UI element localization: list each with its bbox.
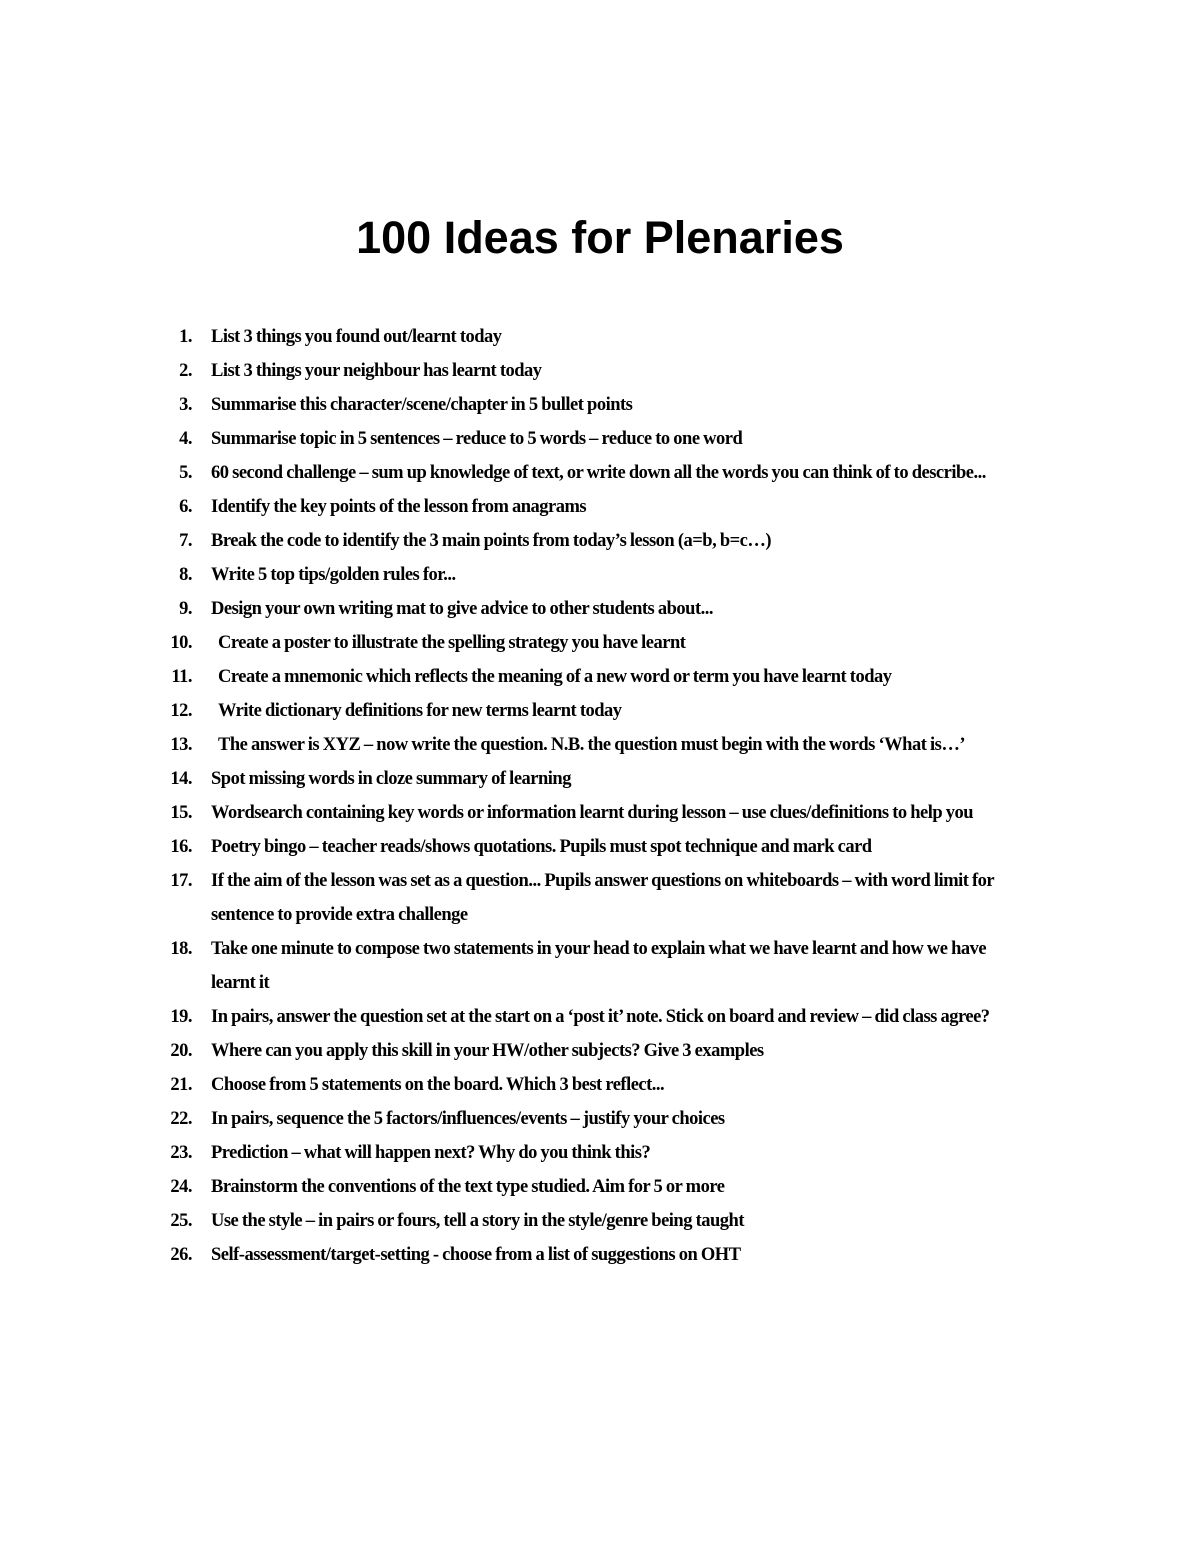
list-item — [0, 558, 1200, 592]
list-item — [0, 1068, 1200, 1102]
list-item — [0, 1136, 1200, 1170]
item-number: 1. — [179, 327, 192, 347]
item-text: Brainstorm the conventions of the text type studied. Aim for 5 or more — [211, 1177, 725, 1197]
item-text: Prediction – what will happen next? Why do you think this? — [211, 1143, 651, 1163]
item-text: Summarise topic in 5 sentences – reduce to 5 words – reduce to one word — [211, 429, 743, 449]
item-number: 24. — [170, 1177, 192, 1197]
item-text: In pairs, answer the question set at the start on a ‘post it’ note. Stick on board and review – did class agree? — [211, 1007, 990, 1027]
list-item — [0, 796, 1200, 830]
item-text: In pairs, sequence the 5 factors/influences/events – justify your choices — [211, 1109, 725, 1129]
list-item — [0, 422, 1200, 456]
item-text: The answer is XYZ – now write the question. N.B. the question must begin with the words ‘What is…’ — [218, 735, 965, 755]
item-text: If the aim of the lesson was set as a question... Pupils answer questions on whiteboards – with word limit for sentence to provide extra challenge — [211, 871, 994, 925]
list-item — [0, 1034, 1200, 1068]
item-text: Write dictionary definitions for new terms learnt today — [218, 701, 622, 721]
list-item — [0, 1000, 1200, 1034]
list-item — [0, 1170, 1200, 1204]
item-text: Create a mnemonic which reflects the meaning of a new word or term you have learnt today — [218, 667, 892, 687]
item-number: 7. — [179, 531, 192, 551]
item-number: 26. — [170, 1245, 192, 1265]
item-number: 6. — [179, 497, 192, 517]
item-text: Spot missing words in cloze summary of learning — [211, 769, 571, 789]
item-number: 5. — [179, 463, 192, 483]
item-number: 3. — [179, 395, 192, 415]
item-text: Summarise this character/scene/chapter in 5 bullet points — [211, 395, 633, 415]
item-text: Write 5 top tips/golden rules for... — [211, 565, 456, 585]
item-number: 11. — [171, 667, 192, 687]
item-text: Break the code to identify the 3 main points from today’s lesson (a=b, b=c…) — [211, 531, 772, 551]
list-item — [0, 320, 1200, 354]
list-item — [0, 524, 1200, 558]
list-item — [0, 864, 1200, 932]
item-number: 17. — [170, 871, 192, 891]
item-text: Take one minute to compose two statements in your head to explain what we have learnt and how we have learnt it — [211, 939, 987, 993]
item-number: 15. — [170, 803, 192, 823]
item-text: Use the style – in pairs or fours, tell a story in the style/genre being taught — [211, 1211, 744, 1231]
item-text: 60 second challenge – sum up knowledge of text, or write down all the words you can think of to describe... — [211, 463, 986, 483]
item-number: 9. — [179, 599, 192, 619]
list-item — [0, 660, 1200, 694]
list-item — [0, 728, 1200, 762]
list-item — [0, 626, 1200, 660]
list-item — [0, 1238, 1200, 1272]
item-number: 10. — [170, 633, 192, 653]
page-title: 100 Ideas for Plenaries — [356, 212, 844, 263]
item-text: List 3 things your neighbour has learnt today — [211, 361, 542, 381]
item-number: 21. — [170, 1075, 192, 1095]
list-item — [0, 694, 1200, 728]
item-text: Wordsearch containing key words or information learnt during lesson – use clues/definitions to help you — [211, 803, 974, 823]
item-number: 12. — [170, 701, 192, 721]
item-number: 14. — [170, 769, 192, 789]
list-item — [0, 1102, 1200, 1136]
item-number: 19. — [170, 1007, 192, 1027]
item-number: 8. — [179, 565, 192, 585]
item-text: Identify the key points of the lesson from anagrams — [211, 497, 587, 517]
item-text: Choose from 5 statements on the board. Which 3 best reflect... — [211, 1075, 665, 1095]
list-item — [0, 1204, 1200, 1238]
item-number: 23. — [170, 1143, 192, 1163]
list-item — [0, 592, 1200, 626]
ideas-list — [0, 320, 1200, 1272]
item-number: 20. — [170, 1041, 192, 1061]
list-item — [0, 354, 1200, 388]
item-text: Create a poster to illustrate the spelling strategy you have learnt — [218, 633, 686, 653]
list-item — [0, 388, 1200, 422]
item-text: Design your own writing mat to give advice to other students about... — [211, 599, 713, 619]
list-item — [0, 490, 1200, 524]
item-number: 4. — [179, 429, 192, 449]
item-text: Where can you apply this skill in your HW/other subjects? Give 3 examples — [211, 1041, 764, 1061]
item-number: 25. — [170, 1211, 192, 1231]
item-number: 13. — [170, 735, 192, 755]
list-item — [0, 830, 1200, 864]
item-number: 18. — [170, 939, 192, 959]
list-item — [0, 456, 1200, 490]
item-text: Poetry bingo – teacher reads/shows quotations. Pupils must spot technique and mark card — [211, 837, 872, 857]
item-number: 2. — [179, 361, 192, 381]
list-item — [0, 762, 1200, 796]
list-item — [0, 932, 1200, 1000]
item-number: 22. — [170, 1109, 192, 1129]
item-text: Self-assessment/target-setting - choose from a list of suggestions on OHT — [211, 1245, 741, 1265]
item-number: 16. — [170, 837, 192, 857]
item-text: List 3 things you found out/learnt today — [211, 327, 502, 347]
